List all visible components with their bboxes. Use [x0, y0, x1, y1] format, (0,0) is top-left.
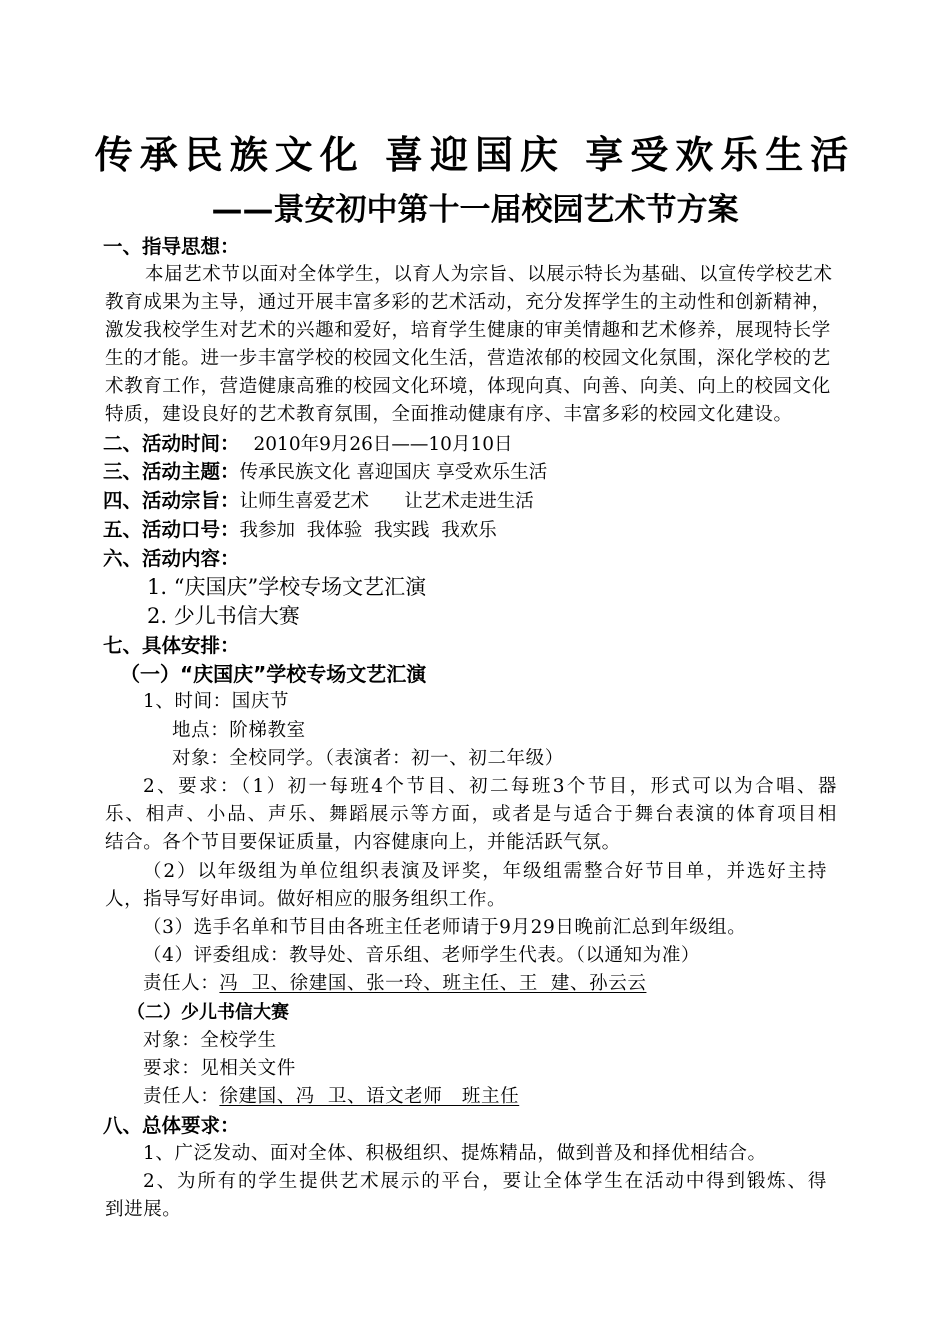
section-1-paragraph-line: 生的才能。进一步丰富学校的校园文化生活，营造浓郁的校园文化氛围，深化学校的艺 — [105, 348, 831, 369]
letter-contest-requirement: 要求：见相关文件 — [143, 1058, 296, 1079]
performance-place: 地点：阶梯教室 — [172, 720, 306, 741]
responsible-names: 徐建国、冯 卫、语文老师 班主任 — [219, 1086, 520, 1107]
section-7-heading: 七、具体安排： — [103, 634, 240, 657]
document-subtitle: ——景安初中第十一届校园艺术节方案 — [211, 192, 739, 228]
section-2-row — [103, 430, 513, 459]
section-1-heading: 一、指导思想： — [103, 235, 240, 258]
section-5-heading: 五、活动口号： — [103, 518, 240, 541]
responsible-names: 冯 卫、徐建国、张一玲、班主任、王 建、孙云云 — [219, 973, 647, 994]
section-1-paragraph-line: 本届艺术节以面对全体学生，以育人为宗旨、以展示特长为基础、以宣传学校艺术 — [145, 264, 833, 285]
requirement-line: 2、要求：（1）初一每班4个节目、初二每班3个节目，形式可以为合唱、器 — [143, 776, 837, 797]
content-item: 1. “庆国庆”学校专场文艺汇演 — [147, 575, 427, 599]
activity-time-value: 2010年9月26日——10月10日 — [253, 434, 513, 455]
requirement-line: 结合。各个节目要保证质量，内容健康向上，并能活跃气氛。 — [105, 832, 621, 853]
section-1-paragraph-line: 特质，建设良好的艺术教育氛围，全面推动健康有序、丰富多彩的校园文化建设。 — [105, 404, 793, 425]
document-title: 传承民族文化 喜迎国庆 享受欢乐生活 — [94, 133, 856, 177]
section-3-heading: 三、活动主题： — [103, 460, 240, 483]
responsible-row — [143, 970, 646, 998]
subsection-2-title — [127, 998, 289, 1027]
subsection-1-title — [120, 660, 426, 688]
responsible-label: 责任人： — [143, 1086, 220, 1107]
section-5-row — [103, 516, 497, 545]
activity-theme-value: 传承民族文化 喜迎国庆 享受欢乐生活 — [239, 462, 548, 483]
section-1-paragraph-line: 激发我校学生对艺术的兴趣和爱好，培育学生健康的审美情趣和艺术修养，展现特长学 — [105, 320, 831, 341]
section-1-paragraph-line: 教育成果为主导，通过开展丰富多彩的艺术活动，充分发挥学生的主动性和创新精神， — [105, 292, 831, 313]
section-8-heading: 八、总体要求： — [103, 1114, 240, 1137]
requirement-line: 乐、相声、小品、声乐、舞蹈展示等方面，或者是与适合于舞台表演的体育项目相 — [105, 804, 837, 825]
activity-purpose-value: 让师生喜爱艺术 让艺术走进生活 — [239, 491, 534, 512]
performance-target: 对象：全校同学。（表演者：初一、初二年级） — [172, 748, 564, 769]
requirement-3: （3）选手名单和节目由各班主任老师请于9月29日晚前汇总到年级组。 — [143, 917, 747, 938]
general-requirement-1: 1、广泛发动、面对全体、积极组织、提炼精品，做到普及和择优相结合。 — [143, 1143, 767, 1164]
subsection-2-title-text: （二）少儿书信大赛 — [127, 1002, 289, 1023]
section-3-row — [103, 458, 547, 487]
section-4-row — [103, 487, 534, 516]
general-requirement-2-line: 2、为所有的学生提供艺术展示的平台，要让全体学生在活动中得到锻炼、得 — [143, 1171, 827, 1192]
section-2-heading: 二、活动时间： — [103, 432, 240, 455]
activity-slogan-value: 我参加 我体验 我实践 我欢乐 — [239, 520, 497, 541]
subsection-1-title-text: （一）“庆国庆”学校专场文艺汇演 — [120, 662, 427, 686]
section-4-heading: 四、活动宗旨： — [103, 489, 240, 512]
responsible-label: 责任人： — [143, 973, 220, 994]
section-1-paragraph-line: 术教育工作，营造健康高雅的校园文化环境，体现向真、向善、向美、向上的校园文化 — [105, 376, 831, 397]
requirement-2-line: （2）以年级组为单位组织表演及评奖，年级组需整合好节目单，并选好主持 — [143, 861, 827, 882]
content-item: 2. 少儿书信大赛 — [147, 604, 300, 628]
requirement-4: （4）评委组成：教导处、音乐组、老师学生代表。（以通知为准） — [143, 945, 701, 966]
letter-contest-target: 对象：全校学生 — [143, 1030, 277, 1051]
performance-time: 1、时间：国庆节 — [143, 691, 290, 712]
responsible-row — [143, 1083, 519, 1111]
section-6-heading: 六、活动内容： — [103, 547, 240, 570]
requirement-2-line: 人，指导写好串词。做好相应的服务组织工作。 — [105, 889, 507, 910]
general-requirement-2-line: 到进展。 — [105, 1199, 182, 1220]
